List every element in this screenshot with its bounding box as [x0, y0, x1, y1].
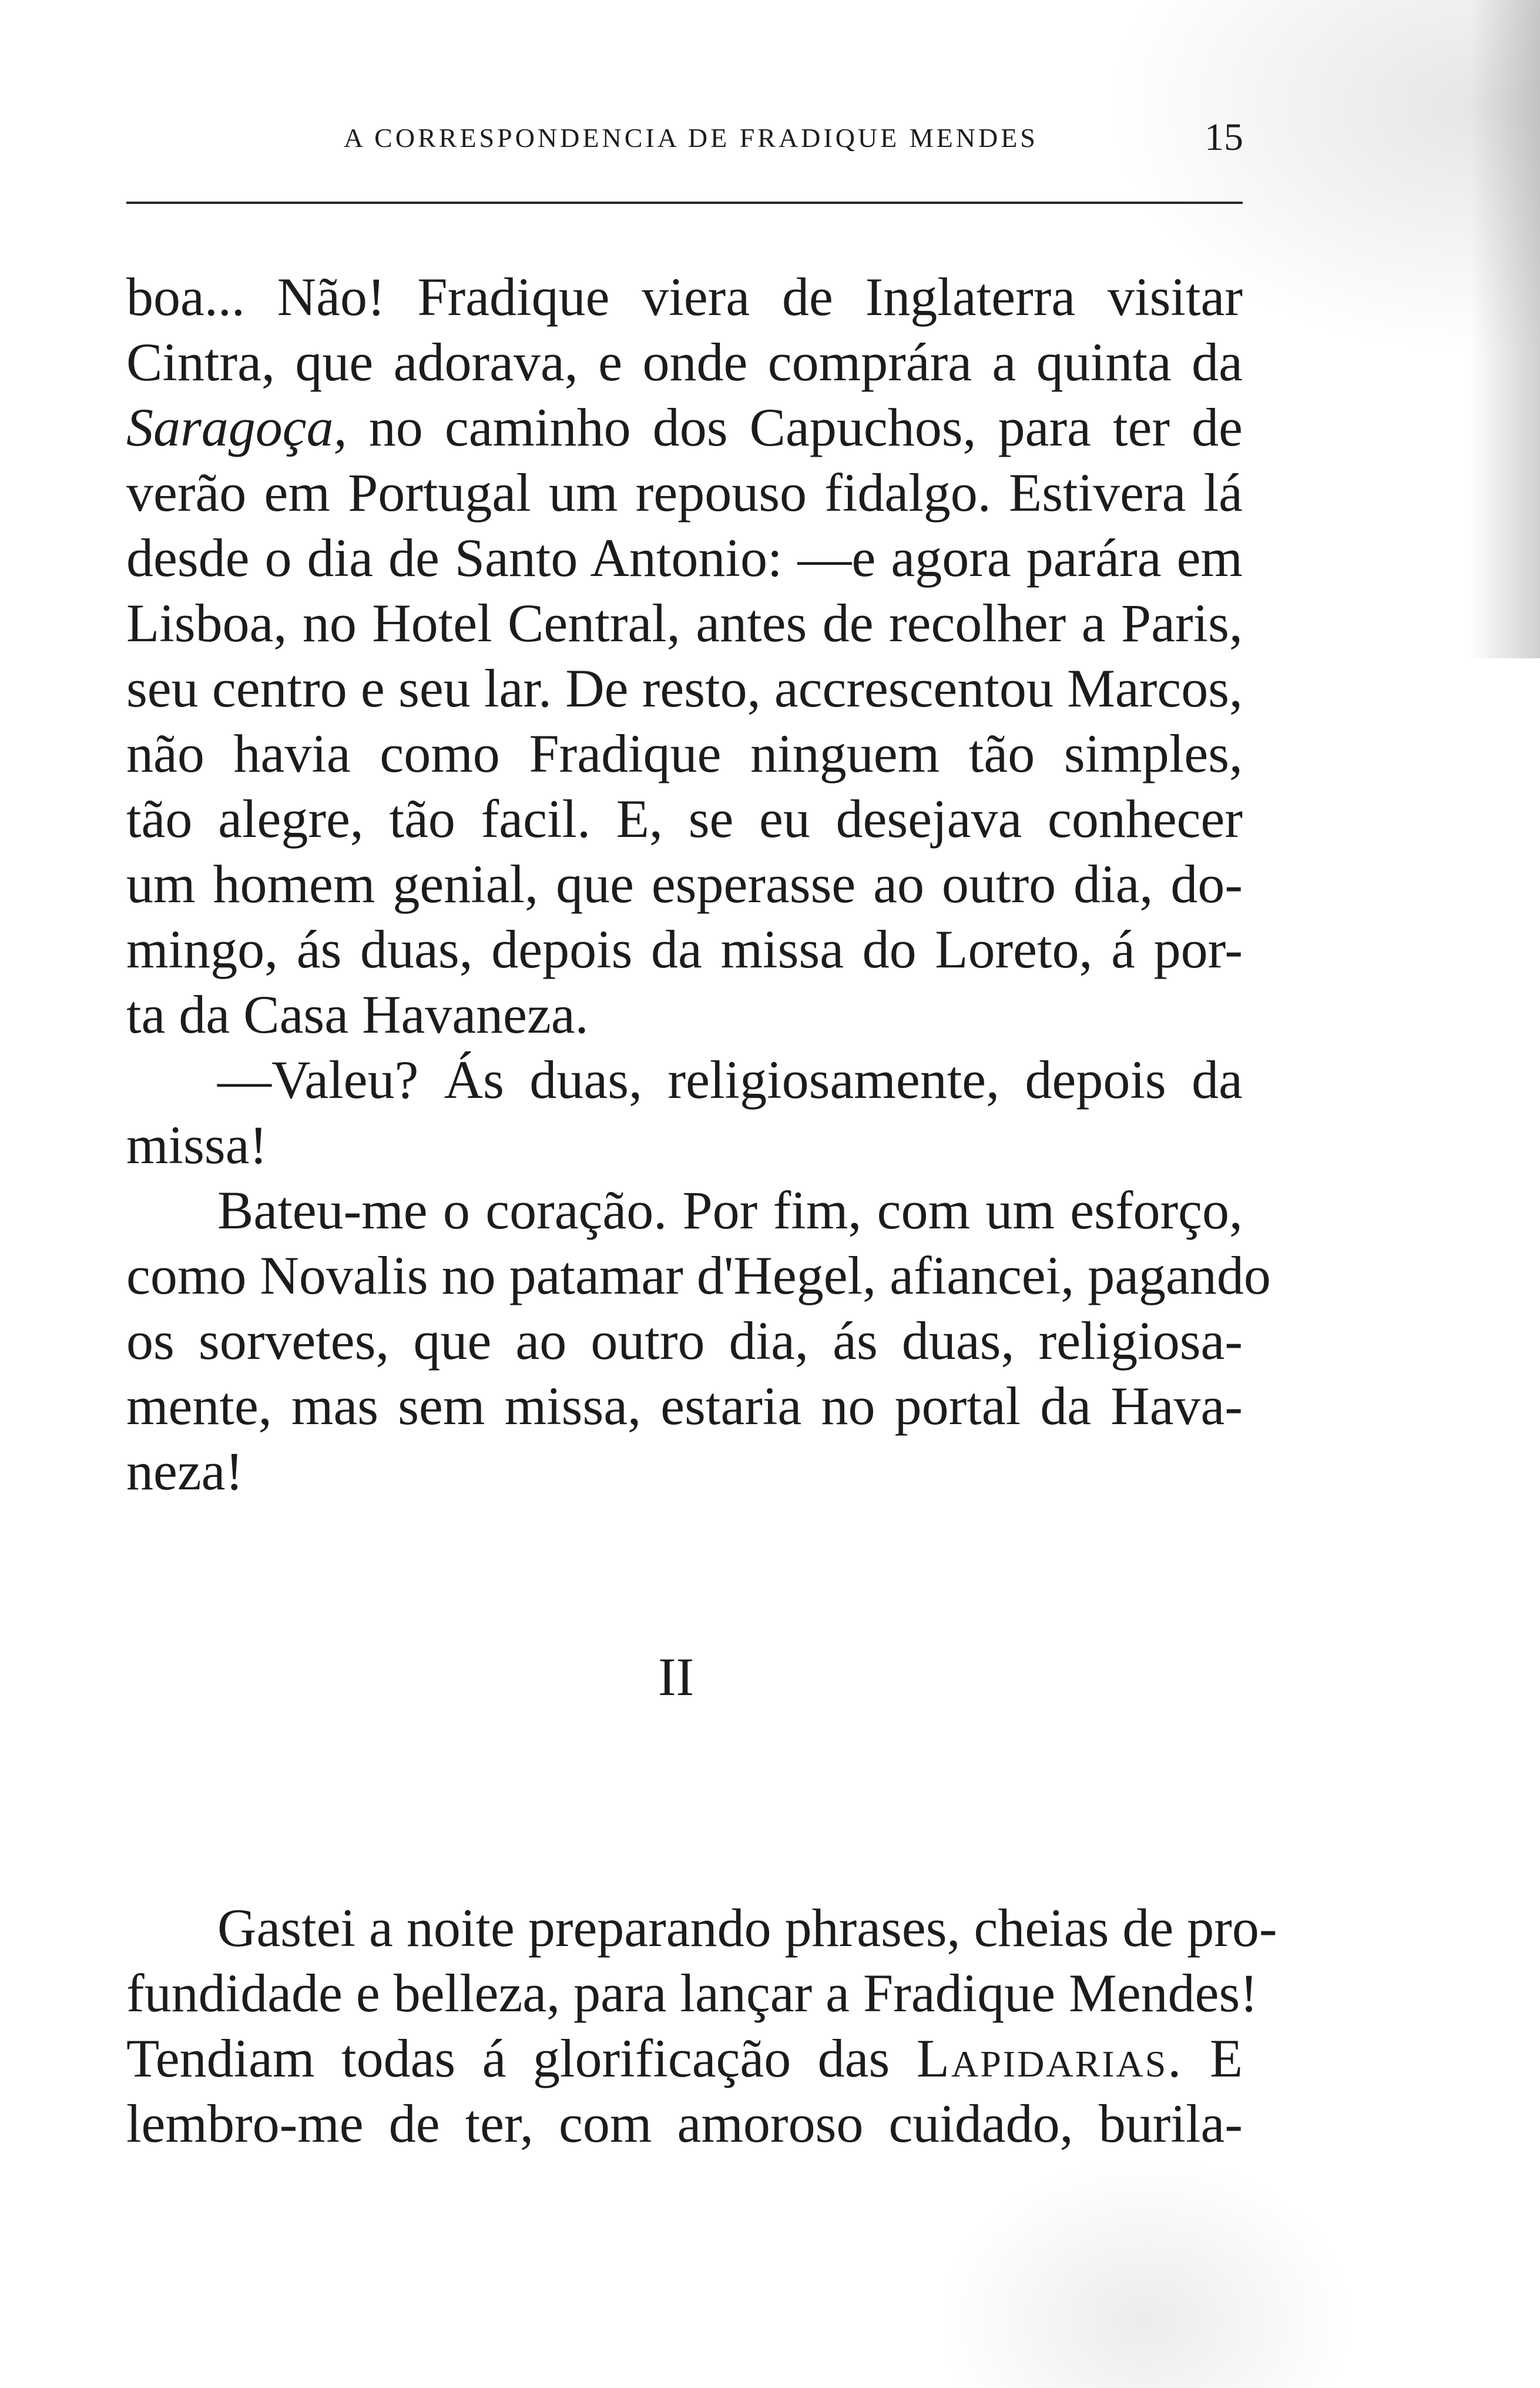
text-line: desde o dia de Santo Antonio: —e agora parára em	[126, 528, 1243, 588]
text-line: mingo, ás duas, depois da missa do Loreto, á por-	[126, 919, 1243, 979]
text-line: Cintra, que adorava, e onde comprára a quinta da	[126, 332, 1243, 392]
text-line	[126, 395, 1243, 460]
text-line-rest: no caminho dos Capuchos, para ter de	[368, 397, 1243, 457]
text-line: —Valeu? Ás duas, religiosamente, depois da	[217, 1050, 1243, 1110]
text-line: boa... Não! Fradique viera de Inglaterra visitar	[126, 267, 1243, 327]
text-line: seu centro e seu lar. De resto, accrescentou Marcos,	[126, 658, 1243, 718]
page-edge-shadow	[1469, 0, 1540, 658]
text-line	[126, 2026, 1243, 2091]
text-line-end: E	[1209, 2028, 1243, 2088]
text-line: verão em Portugal um repouso fidalgo. Estivera lá	[126, 463, 1243, 523]
text-line: mente, mas sem missa, estaria no portal da Hava-	[126, 1376, 1243, 1436]
text-line: ta da Casa Havaneza.	[126, 984, 589, 1044]
section-text	[126, 1895, 1277, 2156]
text-line: não havia como Fradique ninguem tão simples,	[126, 724, 1243, 783]
small-caps-title: Lapidarias.	[916, 2028, 1183, 2088]
header-rule	[126, 202, 1243, 204]
running-head: A CORRESPONDENCIA DE FRADIQUE MENDES	[344, 123, 1038, 153]
main-text	[126, 264, 1271, 1504]
text-line: neza!	[126, 1441, 244, 1501]
text-line: missa!	[126, 1115, 268, 1175]
page-number: 15	[1205, 116, 1243, 159]
text-line-start: Tendiam todas á glorificação das	[126, 2028, 890, 2088]
text-line: como Novalis no patamar d'Hegel, afiancei, pagando	[126, 1245, 1271, 1305]
text-line: Lisboa, no Hotel Central, antes de recolher a Paris,	[126, 593, 1243, 653]
italic-place-name: Saragoça,	[126, 397, 347, 457]
text-line: fundidade e belleza, para lançar a Fradique Mendes!	[126, 1963, 1258, 2023]
text-line: Bateu-me o coração. Por fim, com um esforço,	[217, 1180, 1243, 1240]
text-line: Gastei a noite preparando phrases, cheias de pro-	[217, 1898, 1277, 1958]
section-heading: II	[658, 1647, 694, 1707]
text-line: lembro-me de ter, com amoroso cuidado, burila-	[126, 2094, 1243, 2153]
text-line: tão alegre, tão facil. E, se eu desejava conhecer	[126, 789, 1243, 849]
text-line: um homem genial, que esperasse ao outro dia, do-	[126, 854, 1243, 914]
text-line: os sorvetes, que ao outro dia, ás duas, religiosa-	[126, 1311, 1243, 1371]
